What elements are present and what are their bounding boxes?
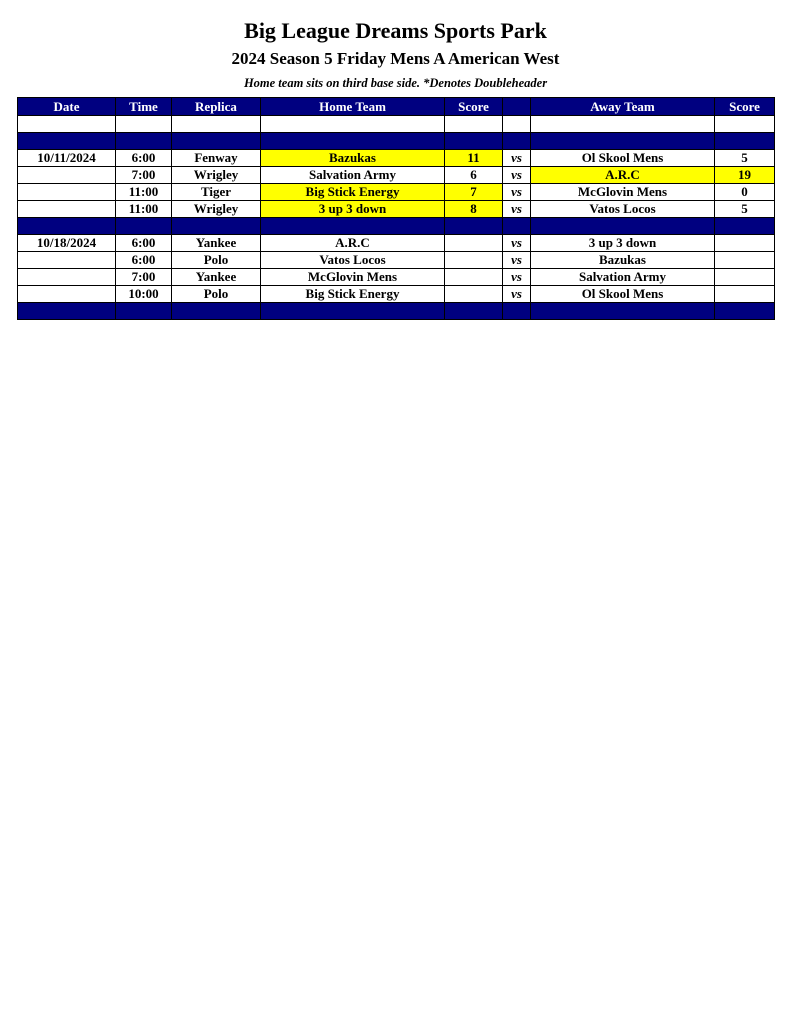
band-cell — [18, 218, 116, 235]
band-cell — [18, 133, 116, 150]
cell-date — [18, 201, 116, 218]
cell-time: 11:00 — [116, 201, 172, 218]
cell-date: 10/11/2024 — [18, 150, 116, 167]
cell-home-team: Salvation Army — [261, 167, 445, 184]
separator-band-row — [18, 303, 775, 320]
cell-vs: vs — [503, 167, 531, 184]
cell-time: 11:00 — [116, 184, 172, 201]
band-cell — [503, 133, 531, 150]
cell-time: 7:00 — [116, 167, 172, 184]
cell-home-team: A.R.C — [261, 235, 445, 252]
cell-time — [116, 116, 172, 133]
game-row — [18, 286, 775, 303]
cell-home-team: Vatos Locos — [261, 252, 445, 269]
schedule-note: Home team sits on third base side. *Denotes Doubleheader — [243, 76, 548, 90]
col-header-away-score: Score — [715, 98, 775, 116]
cell-home-score: 8 — [445, 201, 503, 218]
schedule-table — [17, 97, 775, 320]
cell-vs: vs — [503, 269, 531, 286]
cell-date — [18, 167, 116, 184]
band-cell — [116, 133, 172, 150]
separator-band-row — [18, 218, 775, 235]
cell-away-score — [715, 269, 775, 286]
band-cell — [172, 218, 261, 235]
col-header-home-score: Score — [445, 98, 503, 116]
page-subtitle: 2024 Season 5 Friday Mens A American West — [231, 49, 560, 68]
cell-away-team: Salvation Army — [531, 269, 715, 286]
cell-home-score — [445, 252, 503, 269]
cell-date — [18, 252, 116, 269]
cell-vs: vs — [503, 252, 531, 269]
band-cell — [445, 218, 503, 235]
cell-home-score: 7 — [445, 184, 503, 201]
band-cell — [531, 218, 715, 235]
band-cell — [172, 303, 261, 320]
cell-date — [18, 269, 116, 286]
band-cell — [531, 133, 715, 150]
cell-vs: vs — [503, 184, 531, 201]
cell-away-score: 5 — [715, 150, 775, 167]
band-cell — [445, 303, 503, 320]
cell-time: 6:00 — [116, 235, 172, 252]
band-cell — [172, 133, 261, 150]
cell-away-team: Ol Skool Mens — [531, 150, 715, 167]
cell-home-team: Big Stick Energy — [261, 184, 445, 201]
game-row — [18, 150, 775, 167]
col-header-away-team: Away Team — [531, 98, 715, 116]
cell-home-score — [445, 269, 503, 286]
cell-away-score — [715, 116, 775, 133]
cell-home-score — [445, 116, 503, 133]
band-cell — [715, 133, 775, 150]
cell-away-team: 3 up 3 down — [531, 235, 715, 252]
cell-replica — [172, 116, 261, 133]
cell-away-team: Bazukas — [531, 252, 715, 269]
band-cell — [261, 218, 445, 235]
cell-away-team: Vatos Locos — [531, 201, 715, 218]
col-header-vs — [503, 98, 531, 116]
separator-band-row — [18, 133, 775, 150]
cell-replica: Polo — [172, 252, 261, 269]
cell-vs: vs — [503, 150, 531, 167]
band-cell — [116, 303, 172, 320]
cell-away-score: 19 — [715, 167, 775, 184]
cell-replica: Fenway — [172, 150, 261, 167]
cell-away-score — [715, 286, 775, 303]
cell-home-team: Bazukas — [261, 150, 445, 167]
cell-vs: vs — [503, 286, 531, 303]
cell-away-score: 0 — [715, 184, 775, 201]
cell-home-score — [445, 235, 503, 252]
band-cell — [261, 133, 445, 150]
cell-replica: Tiger — [172, 184, 261, 201]
band-cell — [715, 218, 775, 235]
game-row — [18, 167, 775, 184]
cell-time: 6:00 — [116, 252, 172, 269]
band-cell — [18, 303, 116, 320]
page-title: Big League Dreams Sports Park — [244, 18, 547, 43]
cell-away-score: 5 — [715, 201, 775, 218]
cell-time: 10:00 — [116, 286, 172, 303]
cell-replica: Yankee — [172, 269, 261, 286]
cell-home-score: 11 — [445, 150, 503, 167]
cell-time: 6:00 — [116, 150, 172, 167]
game-row — [18, 201, 775, 218]
band-cell — [531, 303, 715, 320]
band-cell — [445, 133, 503, 150]
band-cell — [503, 218, 531, 235]
band-cell — [116, 218, 172, 235]
game-row — [18, 116, 775, 133]
cell-date — [18, 184, 116, 201]
cell-home-score — [445, 286, 503, 303]
band-cell — [503, 303, 531, 320]
game-row — [18, 269, 775, 286]
band-cell — [261, 303, 445, 320]
cell-away-team: McGlovin Mens — [531, 184, 715, 201]
cell-vs: vs — [503, 201, 531, 218]
cell-home-score: 6 — [445, 167, 503, 184]
cell-replica: Wrigley — [172, 167, 261, 184]
cell-date — [18, 286, 116, 303]
cell-home-team: McGlovin Mens — [261, 269, 445, 286]
cell-home-team — [261, 116, 445, 133]
cell-away-score — [715, 235, 775, 252]
cell-time: 7:00 — [116, 269, 172, 286]
cell-vs: vs — [503, 235, 531, 252]
cell-date — [18, 116, 116, 133]
game-row — [18, 235, 775, 252]
cell-away-team — [531, 116, 715, 133]
cell-date: 10/18/2024 — [18, 235, 116, 252]
cell-away-score — [715, 252, 775, 269]
game-row — [18, 184, 775, 201]
cell-home-team: 3 up 3 down — [261, 201, 445, 218]
header-row — [18, 98, 775, 116]
cell-away-team: Ol Skool Mens — [531, 286, 715, 303]
cell-away-team: A.R.C — [531, 167, 715, 184]
cell-replica: Polo — [172, 286, 261, 303]
col-header-home-team: Home Team — [261, 98, 445, 116]
cell-home-team: Big Stick Energy — [261, 286, 445, 303]
schedule-body — [18, 116, 775, 320]
cell-vs — [503, 116, 531, 133]
cell-replica: Wrigley — [172, 201, 261, 218]
band-cell — [715, 303, 775, 320]
col-header-replica: Replica — [172, 98, 261, 116]
col-header-time: Time — [116, 98, 172, 116]
cell-replica: Yankee — [172, 235, 261, 252]
col-header-date: Date — [18, 98, 116, 116]
game-row — [18, 252, 775, 269]
